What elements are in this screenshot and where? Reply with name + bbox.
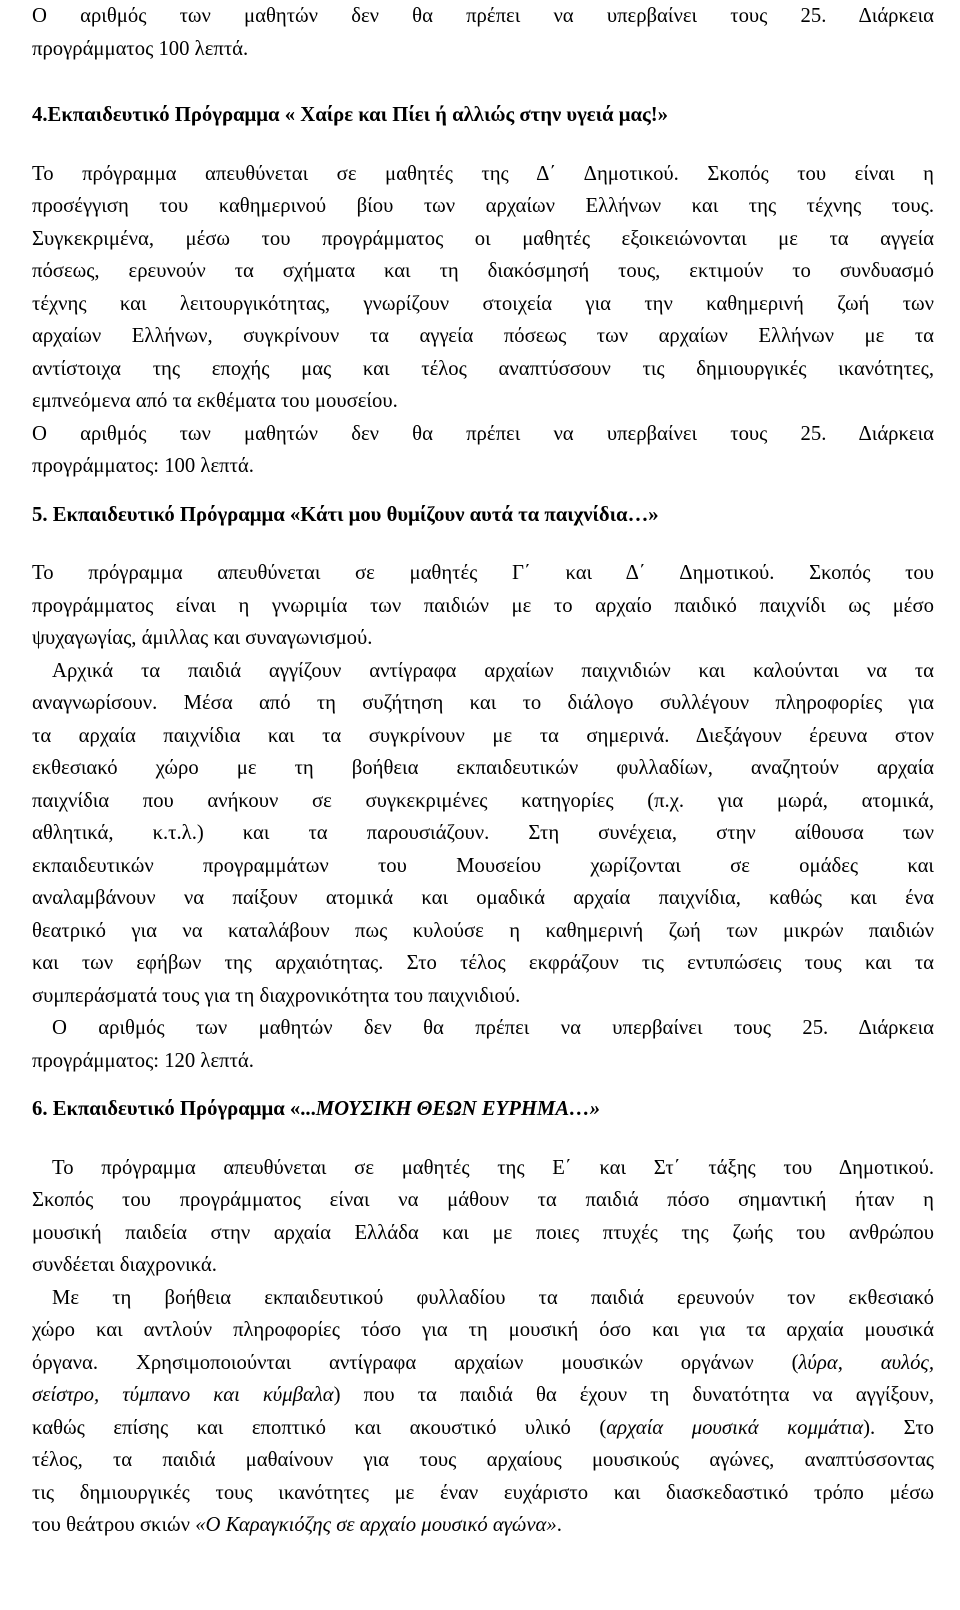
section-5-body <box>32 557 934 1077</box>
section-6-heading-prefix: 6. Εκπαιδευτικό Πρόγραμμα «... <box>32 1098 316 1120</box>
text-line: πόσεως, ερευνούν τα σχήματα και τη διακόσμησή τους, εκτιμούν το συνδυασμό <box>32 260 934 282</box>
text-line: παιχνίδια που ανήκουν σε συγκεκριμένες κατηγορίες (π.χ. για μωρά, ατομικά, <box>32 789 934 812</box>
text-line: αναλαμβάνουν να παίξουν ατομικά και ομαδικά αρχαία παιχνίδια, καθώς και ένα <box>32 887 934 909</box>
text-run-italic: λύρα, αυλός, <box>798 1351 934 1374</box>
text-line <box>32 1412 934 1445</box>
text-run: όργανα. Χρησιμοποιούνται αντίγραφα αρχαίων μουσικών οργάνων ( <box>32 1351 799 1374</box>
text-line: αρχαίων Ελλήνων, συγκρίνουν τα αγγεία πόσεως των αρχαίων Ελλήνων με τα <box>32 325 934 347</box>
text-line: αντίστοιχα της εποχής μας και τέλος αναπτύσσουν τις δημιουργικές ικανότητες, <box>32 357 934 380</box>
section-6-heading <box>32 1093 934 1126</box>
text-line: Συγκεκριμένα, μέσω του προγράμματος οι μαθητές εξοικειώνονται με τα αγγεία <box>32 227 934 250</box>
text-line: θεατρικό για να καταλάβουν πως κυλούσε η καθημερινή ζωή των μικρών παιδιών <box>32 919 934 942</box>
text-line: εκπαιδευτικών προγραμμάτων του Μουσείου χωρίζονται σε ομάδες και <box>32 854 934 877</box>
text-line: συμπεράσματά τους για τη διαχρονικότητα του παιχνιδιού. <box>32 984 521 1007</box>
text-run-italic: «Ο Καραγκιόζης σε αρχαίο μουσικό αγώνα» <box>195 1514 557 1536</box>
section-5-heading: 5. Εκπαιδευτικό Πρόγραμμα «Κάτι μου θυμίζουν αυτά τα παιχνίδια…» <box>32 503 659 526</box>
text-line: προγράμματος: 120 λεπτά. <box>32 1049 254 1072</box>
text-line: μουσική παιδεία στην αρχαία Ελλάδα και με ποιες πτυχές της ζωής του ανθρώπου <box>32 1221 934 1244</box>
text-line: και των εφήβων της αρχαιότητας. Στο τέλος εκφράζουν τις εντυπώσεις τους και τα <box>32 952 934 974</box>
text-line: Ο αριθμός των μαθητών δεν θα πρέπει να υπερβαίνει τους 25. Διάρκεια <box>52 1017 934 1039</box>
text-run: καθώς επίσης και εποπτικό και ακουστικό υλικό ( <box>32 1416 607 1439</box>
text-line: Ο αριθμός των μαθητών δεν θα πρέπει να υπερβαίνει τους 25. Διάρκεια <box>32 5 934 27</box>
text-line: Το πρόγραμμα απευθύνεται σε μαθητές Γ΄ και Δ΄ Δημοτικού. Σκοπός του <box>32 562 934 584</box>
text-line: αθλητικά, κ.τ.λ.) και τα παρουσιάζουν. Στη συνέχεια, στην αίθουσα των <box>32 822 934 844</box>
text-line <box>32 1379 934 1412</box>
text-line: Αρχικά τα παιδιά αγγίζουν αντίγραφα αρχαίων παιχνιδιών και καλούνται να τα <box>52 659 934 682</box>
text-run: ). Στο <box>863 1416 934 1439</box>
text-line <box>32 1509 934 1542</box>
text-line <box>32 1347 934 1380</box>
text-run: ) που τα παιδιά θα έχουν τη δυνατότητα να αγγίξουν, <box>333 1384 934 1406</box>
section-6-body <box>32 1152 934 1542</box>
text-line: τέλος, τα παιδιά μαθαίνουν για τους αρχαίους μουσικούς αγώνες, αναπτύσσοντας <box>32 1449 934 1471</box>
text-run-italic: αρχαία μουσικά κομμάτια <box>606 1416 864 1439</box>
text-line: εκθεσιακό χώρο με τη βοήθεια εκπαιδευτικών φυλλαδίων, αναζητούν αρχαία <box>32 757 934 779</box>
text-line: Σκοπός του προγράμματος είναι να μάθουν τα παιδιά πόσο σημαντική ήταν η <box>32 1189 934 1211</box>
text-line: αναγνωρίσουν. Μέσα από τη συζήτηση και το διάλογο συλλέγουν πληροφορίες για <box>32 692 934 714</box>
text-line: Ο αριθμός των μαθητών δεν θα πρέπει να υπερβαίνει τους 25. Διάρκεια <box>32 422 934 445</box>
text-line: τα αρχαία παιχνίδια και τα συγκρίνουν με τα σημερινά. Διεξάγουν έρευνα στον <box>32 724 934 747</box>
text-run-italic: σείστρο, τύμπανο και κύμβαλα <box>32 1384 334 1406</box>
text-line: συνδέεται διαχρονικά. <box>32 1254 217 1276</box>
intro-paragraph <box>32 0 934 65</box>
text-line: προγράμματος: 100 λεπτά. <box>32 455 254 477</box>
text-line: τέχνης και λειτουργικότητας, γνωρίζουν στοιχεία για την καθημερινή ζωή των <box>32 292 934 315</box>
text-line: Με τη βοήθεια εκπαιδευτικού φυλλαδίου τα παιδιά ερευνούν τον εκθεσιακό <box>52 1286 934 1309</box>
text-line: τις δημιουργικές τους ικανότητες με έναν ευχάριστο και διασκεδαστικό τρόπο μέσω <box>32 1481 934 1504</box>
section-4-body <box>32 158 934 483</box>
section-4-heading: 4.Εκπαιδευτικό Πρόγραμμα « Χαίρε και Πίει ή αλλιώς στην υγειά μας!» <box>32 104 668 126</box>
text-line: προσέγγιση του καθημερινού βίου των αρχαίων Ελλήνων και της τέχνης τους. <box>32 195 934 217</box>
text-line: εμπνεόμενα από τα εκθέματα του μουσείου. <box>32 390 398 412</box>
text-line: χώρο και αντλούν πληροφορίες τόσο για τη μουσική όσο και για τα αρχαία μουσικά <box>32 1319 934 1341</box>
text-run: του θεάτρου σκιών <box>32 1514 196 1536</box>
text-line: Το πρόγραμμα απευθύνεται σε μαθητές της Δ΄ Δημοτικού. Σκοπός του είναι η <box>32 162 934 185</box>
text-line: Το πρόγραμμα απευθύνεται σε μαθητές της Ε΄ και Στ΄ τάξης του Δημοτικού. <box>52 1156 934 1179</box>
section-6-heading-title: ΜΟΥΣΙΚΗ ΘΕΩΝ ΕΥΡΗΜΑ…» <box>315 1098 601 1120</box>
text-line: προγράμματος 100 λεπτά. <box>32 37 249 60</box>
text-line: προγράμματος είναι η γνωριμία των παιδιών με το αρχαίο παιδικό παιχνίδι ως μέσο <box>32 594 934 617</box>
text-line: ψυχαγωγίας, άμιλλας και συναγωνισμού. <box>32 627 373 649</box>
text-run: . <box>556 1514 562 1536</box>
